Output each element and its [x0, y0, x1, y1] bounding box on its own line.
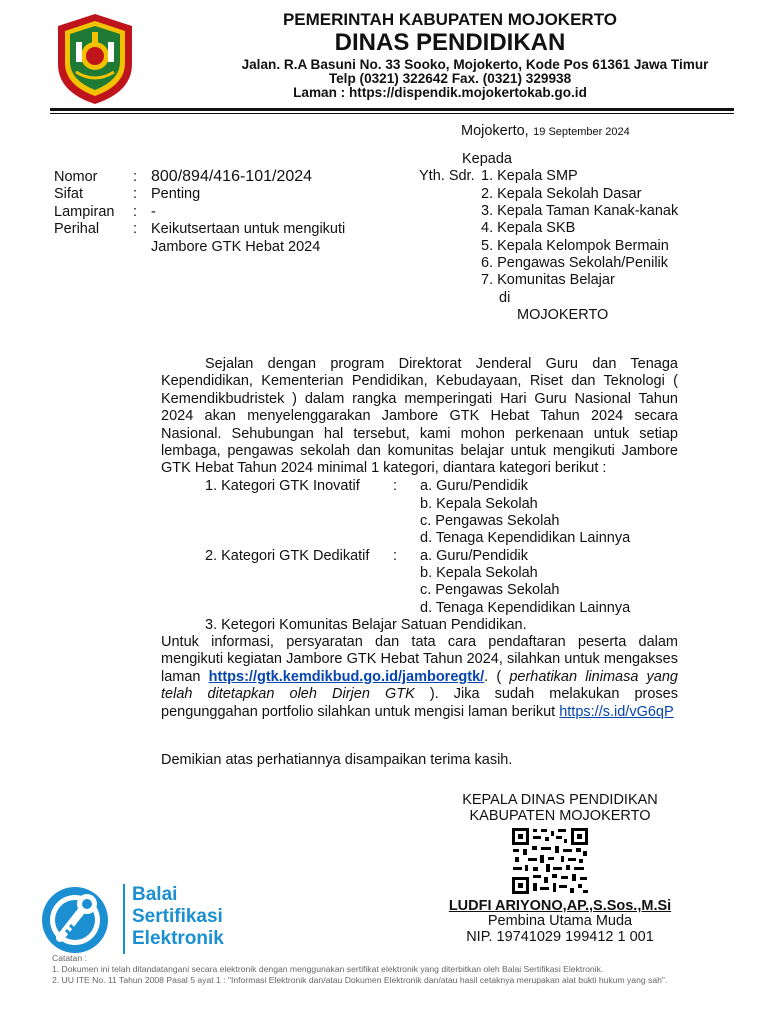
- bsre-divider: [123, 884, 125, 954]
- header-line-2: DINAS PENDIDIKAN: [334, 29, 566, 56]
- meta-value-perihal: Keikutsertaan untuk mengikuti: [151, 221, 346, 237]
- category-2-item: d. Tenaga Kependidikan Lainnya: [420, 600, 631, 616]
- meta-value-lampiran: -: [151, 204, 156, 220]
- meta-colon: :: [133, 186, 138, 202]
- category-2-colon: :: [393, 548, 398, 564]
- category-3-label: 3. Ketegori Komunitas Belajar Satuan Pendidikan.: [205, 617, 527, 633]
- category-1-item: a. Guru/Pendidik: [420, 478, 529, 494]
- category-1-item: b. Kepala Sekolah: [420, 496, 538, 512]
- meta-colon: :: [133, 169, 138, 185]
- category-2-item: c. Pengawas Sekolah: [420, 582, 560, 598]
- category-1-item: c. Pengawas Sekolah: [420, 513, 560, 529]
- category-2-item: a. Guru/Pendidik: [420, 548, 529, 564]
- qr-code: [511, 827, 589, 895]
- body-paragraph-2: [161, 634, 678, 721]
- recipient-item: 1. Kepala SMP: [481, 168, 578, 184]
- bsre-text-3: Elektronik: [132, 928, 224, 949]
- footer-note-1: 1. Dokumen ini telah ditandatangani secara elektronik dengan menggunakan sertifikat elektronik yang diterbitkan oleh Balai Sertifikasi Elektronik.: [52, 964, 604, 974]
- bsre-text-2: Sertifikasi: [132, 906, 223, 927]
- recipient-di: di: [499, 290, 511, 306]
- portfolio-form-link[interactable]: https://s.id/vG6qP: [559, 703, 674, 720]
- meta-label-sifat: Sifat: [54, 186, 84, 202]
- recipient-item: 3. Kepala Taman Kanak-kanak: [481, 203, 679, 219]
- bsre-text-1: Balai: [132, 884, 178, 905]
- recipient-item: 7. Komunitas Belajar: [481, 272, 615, 288]
- signature-title-2: KABUPATEN MOJOKERTO: [469, 808, 651, 824]
- meta-value-sifat: Penting: [151, 186, 201, 202]
- recipient-kepada: Kepada: [462, 151, 512, 167]
- letter-date: [461, 122, 630, 140]
- header-line-4: Telp (0321) 322642 Fax. (0321) 329938: [328, 71, 572, 86]
- body-paragraph-1: [161, 356, 678, 478]
- date-place: Mojokerto,: [461, 123, 529, 139]
- category-1-item: d. Tenaga Kependidikan Lainnya: [420, 530, 631, 546]
- signatory-nip: NIP. 19741029 199412 1 001: [466, 929, 654, 945]
- signatory-name: LUDFI ARIYONO,AP.,S.Sos.,M.Si: [448, 898, 672, 914]
- meta-colon: :: [133, 204, 138, 220]
- header-line-1: PEMERINTAH KABUPATEN MOJOKERTO: [282, 10, 618, 29]
- signature-title-1: KEPALA DINAS PENDIDIKAN: [462, 792, 658, 808]
- recipient-item: 5. Kepala Kelompok Bermain: [481, 238, 669, 254]
- category-2-item: b. Kepala Sekolah: [420, 565, 538, 581]
- meta-label-nomor: Nomor: [54, 169, 98, 185]
- jambore-gtk-link[interactable]: https://gtk.kemdikbud.go.id/jamboregtk/: [208, 668, 485, 685]
- meta-value-nomor: 800/894/416-101/2024: [151, 168, 313, 185]
- recipient-item: 4. Kepala SKB: [481, 220, 576, 236]
- body-paragraph-2-text-a: Untuk informasi, persyaratan dan tata cara pendaftaran peserta dalam mengikuti kegiatan Jambore GTK Hebat Tahun 2024, silahkan untuk mengakses laman: [161, 634, 678, 685]
- header-divider-thick: [50, 108, 734, 111]
- header-line-3: Jalan. R.A Basuni No. 33 Sooko, Mojokerto, Kode Pos 61361 Jawa Timur: [241, 57, 709, 72]
- meta-value-perihal-2: Jambore GTK Hebat 2024: [151, 239, 321, 255]
- footer-note-2: 2. UU ITE No. 11 Tahun 2008 Pasal 5 ayat 1 : "Informasi Elektronik dan/atau Dokumen Elektronik dan/atau hasil cetaknya merupakan alat bukti hukum yang sah".: [52, 975, 668, 985]
- body-paragraph-2-text-c: ). Jika sudah melakukan proses pengunggahan portfolio silahkan untuk mengisi laman berikut: [161, 686, 678, 720]
- bsre-emblem-icon: [38, 880, 118, 956]
- recipient-item: 6. Pengawas Sekolah/Penilik: [481, 255, 669, 271]
- category-1-label: 1. Kategori GTK Inovatif: [205, 478, 360, 494]
- header-divider-thin: [50, 113, 734, 114]
- category-2-label: 2. Kategori GTK Dedikatif: [205, 548, 370, 564]
- recipient-city: MOJOKERTO: [517, 307, 609, 323]
- meta-label-lampiran: Lampiran: [54, 204, 115, 220]
- category-1-colon: :: [393, 478, 398, 494]
- recipient-yth: Yth. Sdr.: [419, 168, 475, 184]
- meta-label-perihal: Perihal: [54, 221, 100, 237]
- recipient-item: 2. Kepala Sekolah Dasar: [481, 186, 642, 202]
- body-paragraph-1-text: Sejalan dengan program Direktorat Jenderal Guru dan Tenaga Kependidikan, Kementerian Pendidikan, Kebudayaan, Riset dan Teknologi ( Kemendikbudristek ) dalam rangka memperingati Hari Guru Nasional Tahun 2024 akan menyelenggarakan Jambore GTK Hebat Tahun 2024 secara Nasional. Sehubungan hal tersebut, kami mohon perkenaan untuk setiap lembaga, pengawas sekolah dan komunitas belajar untuk mengikuti Jambore GTK Hebat Tahun 2024 minimal 1 kategori, diantara kategori berikut :: [161, 356, 678, 477]
- body-paragraph-2-italic: perhatikan linimasa yang telah ditetapkan oleh Dirjen GTK: [161, 668, 678, 703]
- mojokerto-regency-logo: [54, 12, 136, 106]
- signatory-rank: Pembina Utama Muda: [487, 913, 633, 929]
- closing-sentence: Demikian atas perhatiannya disampaikan terima kasih.: [161, 752, 513, 768]
- body-paragraph-2-text-b: . (: [484, 668, 510, 685]
- footer-title: Catatan :: [52, 953, 87, 963]
- date-value: 19 September 2024: [533, 126, 630, 138]
- meta-colon: :: [133, 221, 138, 237]
- header-line-5: Laman : https://dispendik.mojokertokab.go.id: [293, 85, 587, 100]
